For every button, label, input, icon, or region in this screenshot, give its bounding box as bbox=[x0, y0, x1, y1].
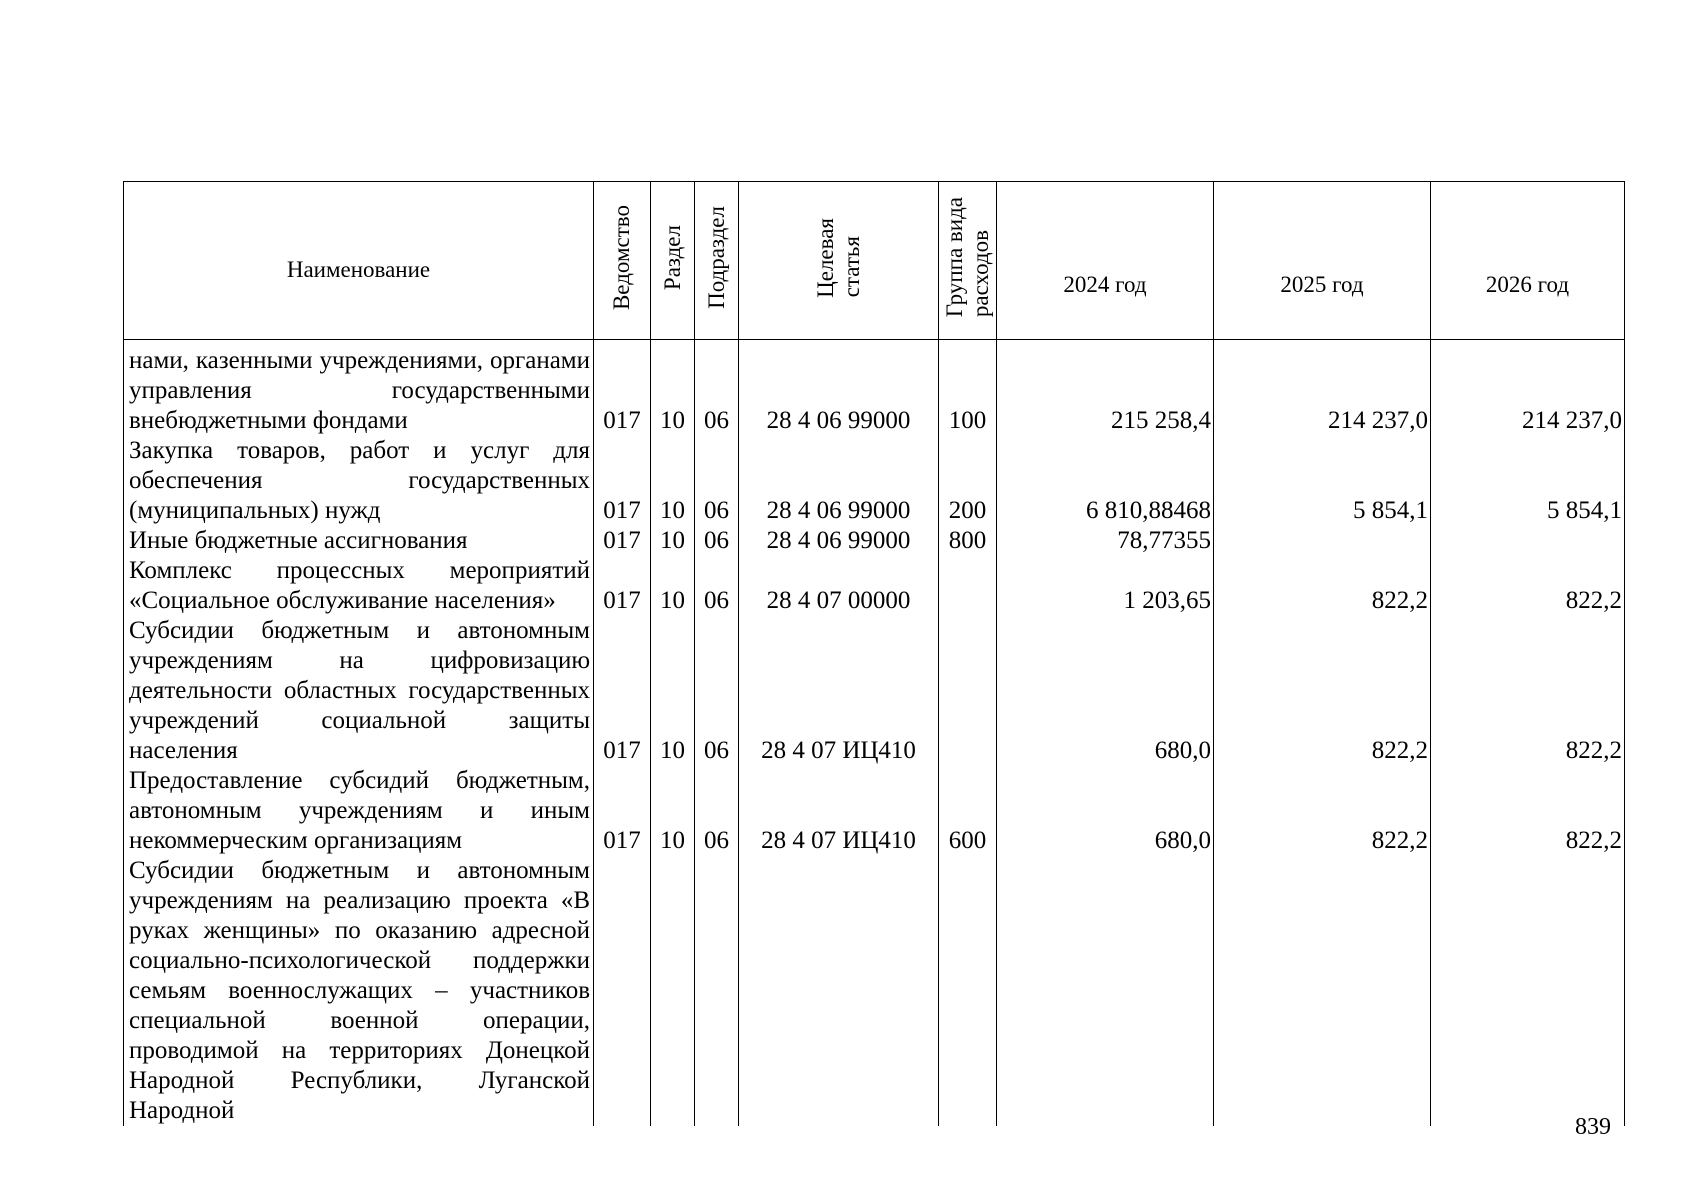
row-section: 10 bbox=[651, 526, 695, 556]
budget-table-container bbox=[123, 181, 1625, 1126]
row-value-2025: 822,2 bbox=[1214, 556, 1431, 616]
page-number: 839 bbox=[1575, 1114, 1611, 1140]
row-section: 10 bbox=[651, 340, 695, 437]
row-department: 017 bbox=[594, 616, 651, 766]
row-target-article: 28 4 07 ИЦ410 bbox=[739, 766, 939, 856]
header-row bbox=[124, 182, 1625, 340]
row-value-2024: 78,77355 bbox=[997, 526, 1214, 556]
row-value-2026 bbox=[1431, 526, 1625, 556]
row-department bbox=[594, 856, 651, 1126]
row-section: 10 bbox=[651, 436, 695, 526]
row-subsection: 06 bbox=[695, 766, 739, 856]
row-target-article: 28 4 06 99000 bbox=[739, 436, 939, 526]
row-value-2025 bbox=[1214, 526, 1431, 556]
row-subsection: 06 bbox=[695, 436, 739, 526]
table-row bbox=[124, 340, 1625, 437]
row-name: Закупка товаров, работ и услуг для обеспечения государственных (муниципальных) нужд bbox=[124, 436, 594, 526]
row-value-2024: 6 810,88468 bbox=[997, 436, 1214, 526]
row-value-2025: 822,2 bbox=[1214, 616, 1431, 766]
row-value-2026: 5 854,1 bbox=[1431, 436, 1625, 526]
row-expense-group bbox=[939, 616, 997, 766]
row-name: Иные бюджетные ассигнования bbox=[124, 526, 594, 556]
row-expense-group: 100 bbox=[939, 340, 997, 437]
row-target-article: 28 4 06 99000 bbox=[739, 340, 939, 437]
header-target-article: Целеваястатья bbox=[739, 182, 939, 340]
header-year-2026: 2026 год bbox=[1431, 182, 1625, 340]
row-department: 017 bbox=[594, 526, 651, 556]
table-row bbox=[124, 436, 1625, 526]
row-subsection bbox=[695, 856, 739, 1126]
row-value-2026: 822,2 bbox=[1431, 556, 1625, 616]
header-section: Раздел bbox=[651, 182, 695, 340]
table-row bbox=[124, 556, 1625, 616]
row-target-article: 28 4 07 ИЦ410 bbox=[739, 616, 939, 766]
row-value-2024: 680,0 bbox=[997, 616, 1214, 766]
row-section bbox=[651, 856, 695, 1126]
row-name: Субсидии бюджетным и автономным учреждениям на реализацию проекта «В руках женщины» по оказанию адресной социально-психологической поддержки семьям военнослужащих – участников специальной военной операции, проводимой на территориях Донецкой Народной Республики, Луганской Народной bbox=[124, 856, 594, 1126]
row-value-2024: 1 203,65 bbox=[997, 556, 1214, 616]
header-department: Ведомство bbox=[594, 182, 651, 340]
row-subsection: 06 bbox=[695, 616, 739, 766]
row-department: 017 bbox=[594, 436, 651, 526]
row-name: Субсидии бюджетным и автономным учреждениям на цифровизацию деятельности областных государственных учреждений социальной защиты населения bbox=[124, 616, 594, 766]
row-section: 10 bbox=[651, 766, 695, 856]
header-year-2025: 2025 год bbox=[1214, 182, 1431, 340]
row-name: нами, казенными учреждениями, органами управления государственными внебюджетными фондами bbox=[124, 340, 594, 437]
row-value-2026 bbox=[1431, 856, 1625, 1126]
row-value-2026: 822,2 bbox=[1431, 766, 1625, 856]
header-expense-group: Группа видарасходов bbox=[939, 182, 997, 340]
row-value-2024 bbox=[997, 856, 1214, 1126]
row-value-2024: 215 258,4 bbox=[997, 340, 1214, 437]
row-value-2026: 822,2 bbox=[1431, 616, 1625, 766]
row-department: 017 bbox=[594, 766, 651, 856]
row-department: 017 bbox=[594, 340, 651, 437]
row-expense-group bbox=[939, 856, 997, 1126]
row-expense-group bbox=[939, 556, 997, 616]
row-value-2025: 5 854,1 bbox=[1214, 436, 1431, 526]
row-name: Предоставление субсидий бюджетным, автономным учреждениям и иным некоммерческим организациям bbox=[124, 766, 594, 856]
row-value-2025 bbox=[1214, 856, 1431, 1126]
row-value-2025: 214 237,0 bbox=[1214, 340, 1431, 437]
table-row bbox=[124, 616, 1625, 766]
row-expense-group: 800 bbox=[939, 526, 997, 556]
row-department: 017 bbox=[594, 556, 651, 616]
row-value-2024: 680,0 bbox=[997, 766, 1214, 856]
row-section: 10 bbox=[651, 556, 695, 616]
budget-table bbox=[123, 181, 1625, 1126]
table-row bbox=[124, 766, 1625, 856]
row-subsection: 06 bbox=[695, 556, 739, 616]
row-target-article: 28 4 07 00000 bbox=[739, 556, 939, 616]
row-subsection: 06 bbox=[695, 340, 739, 437]
header-name: Наименование bbox=[124, 182, 594, 340]
row-value-2026: 214 237,0 bbox=[1431, 340, 1625, 437]
row-target-article bbox=[739, 856, 939, 1126]
row-expense-group: 600 bbox=[939, 766, 997, 856]
row-section: 10 bbox=[651, 616, 695, 766]
table-row bbox=[124, 856, 1625, 1126]
row-subsection: 06 bbox=[695, 526, 739, 556]
row-expense-group: 200 bbox=[939, 436, 997, 526]
table-row bbox=[124, 526, 1625, 556]
header-year-2024: 2024 год bbox=[997, 182, 1214, 340]
row-name: Комплекс процессных мероприятий «Социальное обслуживание населения» bbox=[124, 556, 594, 616]
header-subsection: Подраздел bbox=[695, 182, 739, 340]
row-value-2025: 822,2 bbox=[1214, 766, 1431, 856]
row-target-article: 28 4 06 99000 bbox=[739, 526, 939, 556]
